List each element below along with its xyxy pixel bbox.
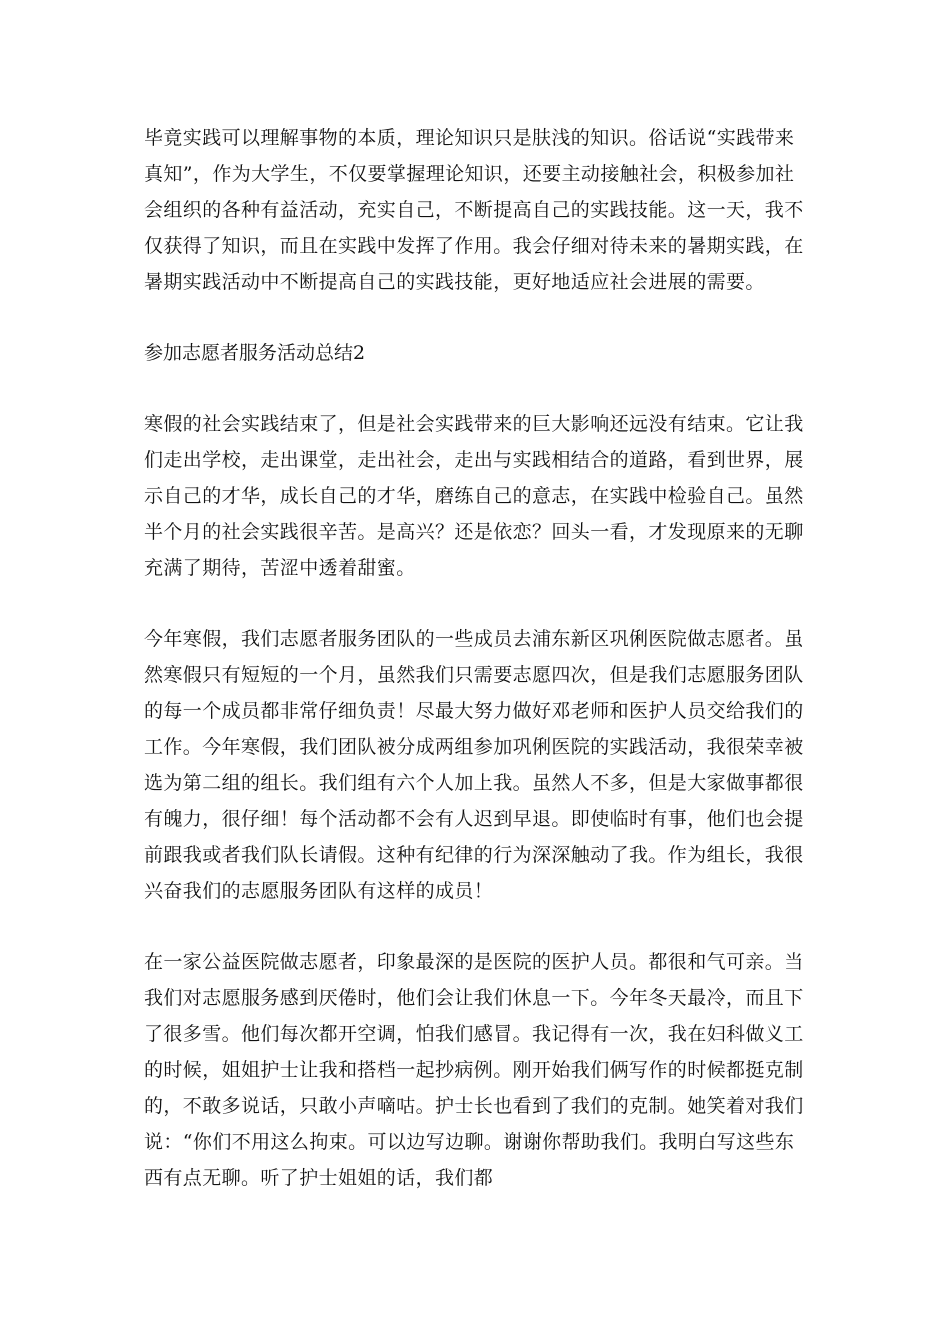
text-line: 兴奋我们的志愿服务团队有这样的成员！ (144, 880, 494, 902)
paragraph-1 (144, 120, 804, 300)
section-heading: 参加志愿者服务活动总结2 (144, 342, 366, 364)
paragraph-spacer (144, 909, 804, 944)
paragraph-spacer (144, 586, 804, 621)
paragraph-spacer (144, 371, 804, 406)
text-line: 西有点无聊。听了护士姐姐的话，我们都 (144, 1167, 494, 1189)
text-line: 了很多雪。他们每次都开空调，怕我们感冒。我记得有一次，我在妇科做义工 (144, 1023, 804, 1045)
paragraph-3 (144, 621, 804, 909)
text-line: 在一家公益医院做志愿者，印象最深的是医院的医护人员。都很和气可亲。当 (144, 951, 804, 973)
text-line: 今年寒假，我们志愿者服务团队的一些成员去浦东新区巩俐医院做志愿者。虽 (144, 628, 804, 650)
paragraph-4 (144, 944, 804, 1196)
text-line: 毕竟实践可以理解事物的本质，理论知识只是肤浅的知识。俗话说“实践带来 (144, 127, 795, 149)
text-line: 暑期实践活动中不断提高自己的实践技能，更好地适应社会进展的需要。 (144, 271, 765, 293)
text-line: 仅获得了知识，而且在实践中发挥了作用。我会仔细对待未来的暑期实践，在 (144, 235, 804, 257)
text-line: 有魄力，很仔细！每个活动都不会有人迟到早退。即使临时有事，他们也会提 (144, 808, 804, 830)
text-line: 的时候，姐姐护士让我和搭档一起抄病例。刚开始我们俩写作的时候都挺克制 (144, 1059, 804, 1081)
text-line: 真知”，作为大学生，不仅要掌握理论知识，还要主动接触社会，积极参加社 (144, 163, 795, 185)
text-line: 寒假的社会实践结束了，但是社会实践带来的巨大影响还远没有结束。它让我 (144, 413, 804, 435)
text-line: 我们对志愿服务感到厌倦时，他们会让我们休息一下。今年冬天最冷，而且下 (144, 987, 804, 1009)
text-line: 会组织的各种有益活动，充实自己，不断提高自己的实践技能。这一天，我不 (144, 199, 804, 221)
text-line: 前跟我或者我们队长请假。这种有纪律的行为深深触动了我。作为组长，我很 (144, 844, 804, 866)
text-line: 充满了期待，苦涩中透着甜蜜。 (144, 557, 416, 579)
text-line: 工作。今年寒假，我们团队被分成两组参加巩俐医院的实践活动，我很荣幸被 (144, 736, 804, 758)
text-line: 的每一个成员都非常仔细负责！尽最大努力做好邓老师和医护人员交给我们的 (144, 700, 804, 722)
text-line: 说：“你们不用这么拘束。可以边写边聊。谢谢你帮助我们。我明白写这些东 (144, 1131, 795, 1153)
text-line: 选为第二组的组长。我们组有六个人加上我。虽然人不多，但是大家做事都很 (144, 772, 804, 794)
paragraph-2 (144, 406, 804, 586)
paragraph-spacer (144, 300, 804, 335)
document-page (144, 120, 804, 1196)
text-line: 然寒假只有短短的一个月，虽然我们只需要志愿四次，但是我们志愿服务团队 (144, 664, 804, 686)
text-line: 的，不敢多说话，只敢小声嘀咕。护士长也看到了我们的克制。她笑着对我们 (144, 1095, 804, 1117)
text-line: 们走出学校，走出课堂，走出社会，走出与实践相结合的道路，看到世界，展 (144, 449, 804, 471)
text-line: 半个月的社会实践很辛苦。是高兴？还是依恋？回头一看，才发现原来的无聊 (144, 521, 804, 543)
text-line: 示自己的才华，成长自己的才华，磨练自己的意志，在实践中检验自己。虽然 (144, 485, 804, 507)
